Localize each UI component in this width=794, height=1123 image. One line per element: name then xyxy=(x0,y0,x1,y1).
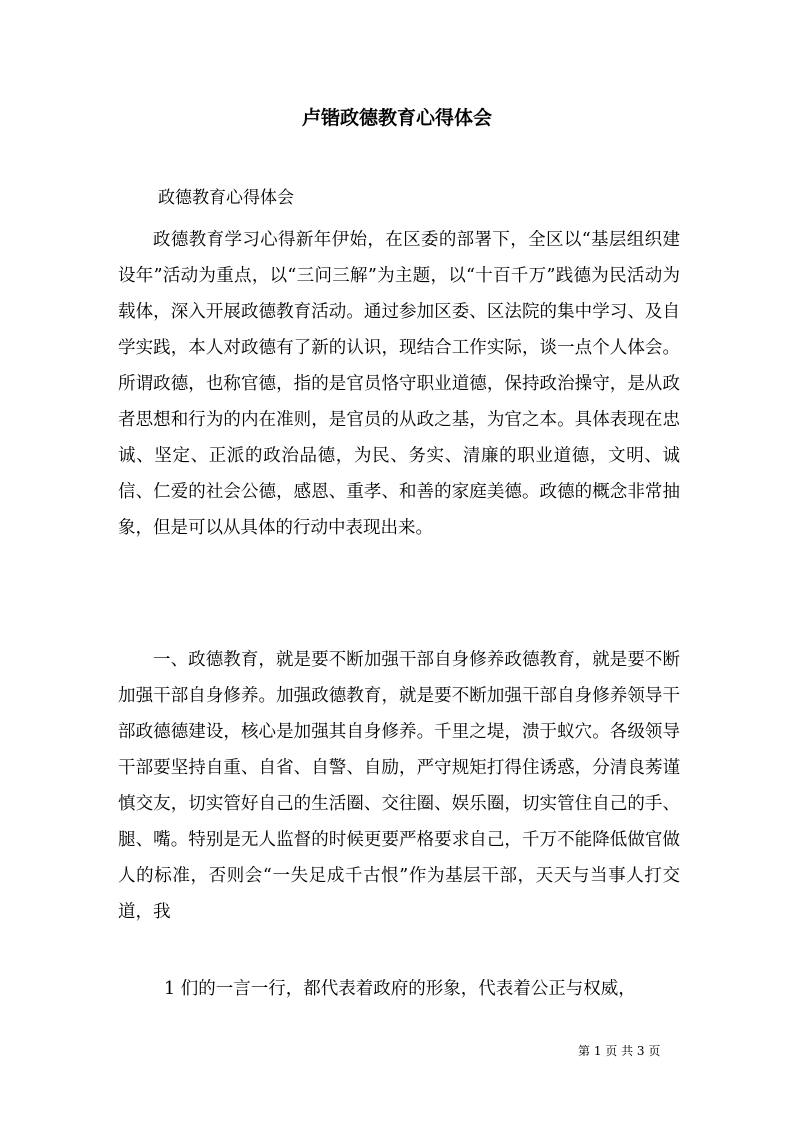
body-paragraph-2: 一、政德教育，就是要不断加强干部自身修养政德教育，就是要不断加强干部自身修养。加强政德教育，就是要不断加强干部自身修养领导干部政德德建设，核心是加强其自身修养。千里之堤，溃于蚁穴。各级领导干部要坚持自重、自省、自警、自励，严守规矩打得住诱惑，分清良莠谨慎交友，切实管好自己的生活圈、交往圈、娱乐圈，切实管住自己的手、腿、嘴。特别是无人监督的时候更要严格要求自己，千万不能降低做官做人的标准，否则会“一失足成千古恨”作为基层干部，天天与当事人打交道，我 xyxy=(118,650,680,922)
page-number-footer: 第 1 页 共 3 页 xyxy=(578,1044,661,1058)
body-fragment: 1 们的一言一行，都代表着政府的形象，代表着公正与权威， xyxy=(164,979,636,999)
document-subtitle: 政德教育心得体会 xyxy=(158,188,294,208)
body-paragraph-1: 政德教育学习心得新年伊始，在区委的部署下，全区以“基层组织建设年”活动为重点，以“三问三解”为主题，以“十百千万”践德为民活动为载体，深入开展政德教育活动。通过参加区委、区法院的集中学习、及自学实践，本人对政德有了新的认识，现结合工作实际，谈一点个人体会。所谓政德，也称官德，指的是官员恪守职业道德，保持政治操守，是从政者思想和行为的内在准则，是官员的从政之基，为官之本。具体表现在忠诚、坚定、正派的政治品德，为民、务实、清廉的职业道德，文明、诚信、仁爱的社会公德，感恩、重孝、和善的家庭美德。政德的概念非常抽象，但是可以从具体的行动中表现出来。 xyxy=(118,230,680,538)
document-title: 卢锴政德教育心得体会 xyxy=(301,107,492,129)
